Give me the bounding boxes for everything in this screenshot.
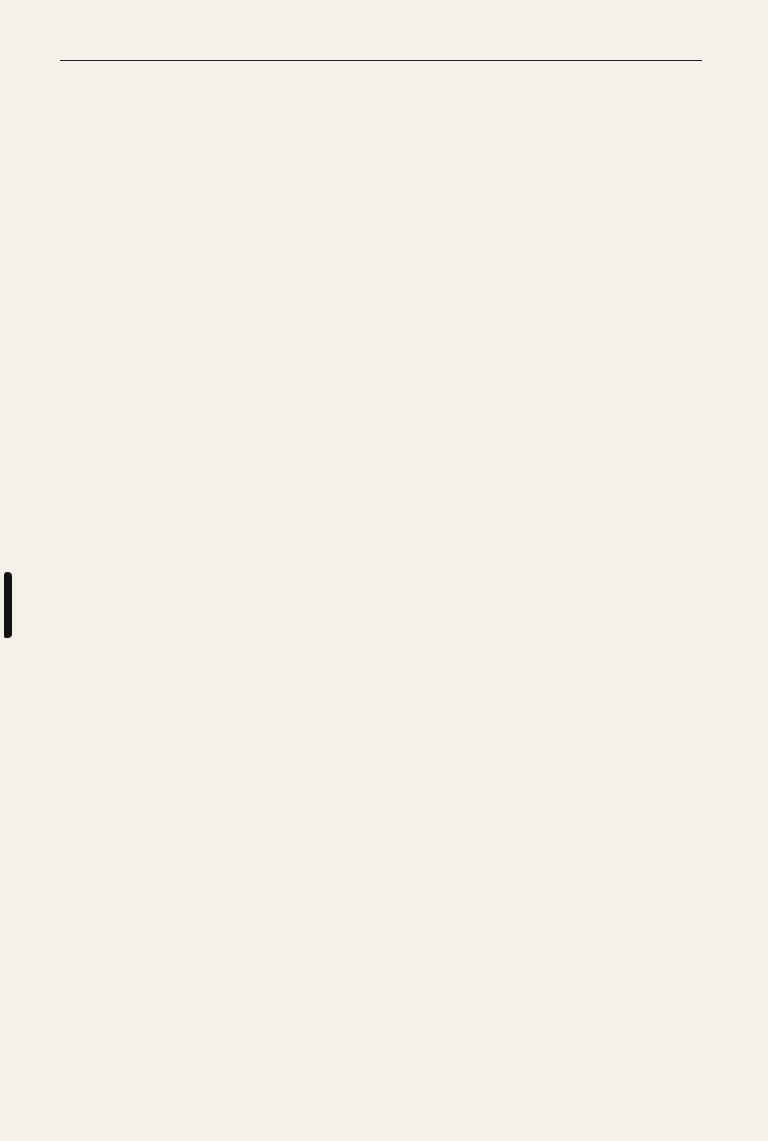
page-header bbox=[60, 36, 702, 61]
asylos-section bbox=[116, 710, 706, 714]
margin-ink-mark bbox=[4, 572, 12, 638]
avaliadores-section bbox=[116, 742, 706, 748]
